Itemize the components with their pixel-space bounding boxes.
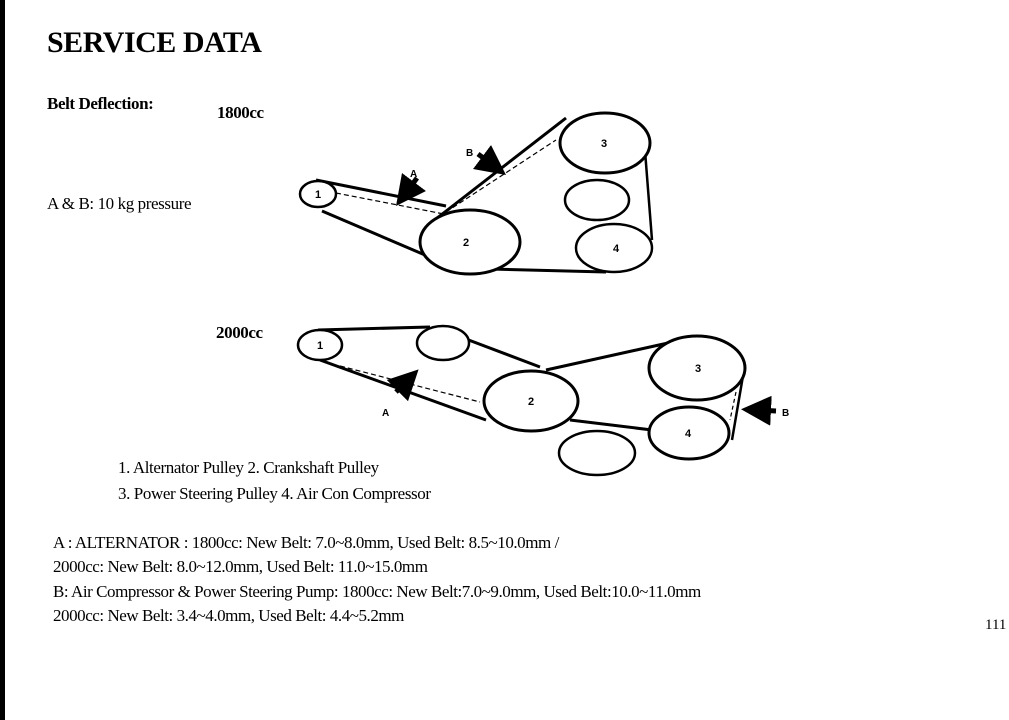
pulley-2000-idler-top	[417, 326, 469, 360]
legend-line-1: 1. Alternator Pulley 2. Crankshaft Pulley	[118, 458, 379, 477]
belt-deflection-label: Belt Deflection:	[47, 94, 154, 113]
pulley-1800-1-label: 1	[314, 189, 322, 201]
belt-2000-lower-left	[320, 360, 486, 420]
pulley-1800-2-label: 2	[462, 237, 470, 249]
spec-line-4: 2000cc: New Belt: 3.4~4.0mm, Used Belt: 4.4~5.2mm	[53, 606, 404, 625]
page-number: 111	[985, 617, 1007, 633]
arrow-1800-b-label: B	[466, 148, 474, 159]
arrow-1800-a-label: A	[410, 169, 418, 180]
belt-1800-b-deflected	[446, 140, 556, 212]
belt-1800-b-left	[432, 118, 566, 222]
page-title: SERVICE DATA	[47, 26, 262, 59]
arrow-1800-b	[478, 154, 494, 166]
label-1800cc: 1800cc	[217, 103, 264, 122]
pressure-text: A & B: 10 kg pressure	[47, 194, 192, 213]
spec-line-3: B: Air Compressor & Power Steering Pump: 1800cc: New Belt:7.0~9.0mm, Used Belt:10.0~11.0mm	[53, 582, 701, 601]
pulley-2000-1-label: 1	[316, 340, 324, 352]
spec-line-2: 2000cc: New Belt: 8.0~12.0mm, Used Belt: 11.0~15.0mm	[53, 557, 428, 576]
pulley-1800-2	[420, 210, 520, 274]
pulley-1800-3-label: 3	[600, 138, 608, 150]
belt-2000-lower-right	[570, 420, 652, 430]
label-2000cc: 2000cc	[216, 323, 263, 342]
pulley-2000-4-label: 4	[684, 428, 692, 440]
belt-2000-top-mid	[458, 336, 540, 367]
arrow-1800-a	[405, 178, 417, 194]
spec-line-1: A : ALTERNATOR : 1800cc: New Belt: 7.0~8.0mm, Used Belt: 8.5~10.0mm /	[53, 533, 559, 552]
arrow-2000-b-label: B	[782, 408, 790, 419]
diagram-1800cc	[300, 113, 652, 274]
arrow-2000-a-label: A	[382, 408, 390, 419]
pulley-2000-3-label: 3	[694, 363, 702, 375]
pulley-2000-2-label: 2	[527, 396, 535, 408]
pulley-1800-4-label: 4	[612, 243, 620, 255]
pulley-1800-idler	[565, 180, 629, 220]
pulley-2000-idler-bottom	[559, 431, 635, 475]
diagram-2000cc	[298, 326, 789, 475]
legend-line-2: 3. Power Steering Pulley 4. Air Con Compressor	[118, 484, 431, 503]
belt-2000-a-deflected	[340, 366, 480, 402]
belt-1800-a-bottom	[322, 211, 432, 258]
arrow-2000-b	[756, 410, 776, 411]
belt-2000-top-left	[318, 327, 430, 330]
